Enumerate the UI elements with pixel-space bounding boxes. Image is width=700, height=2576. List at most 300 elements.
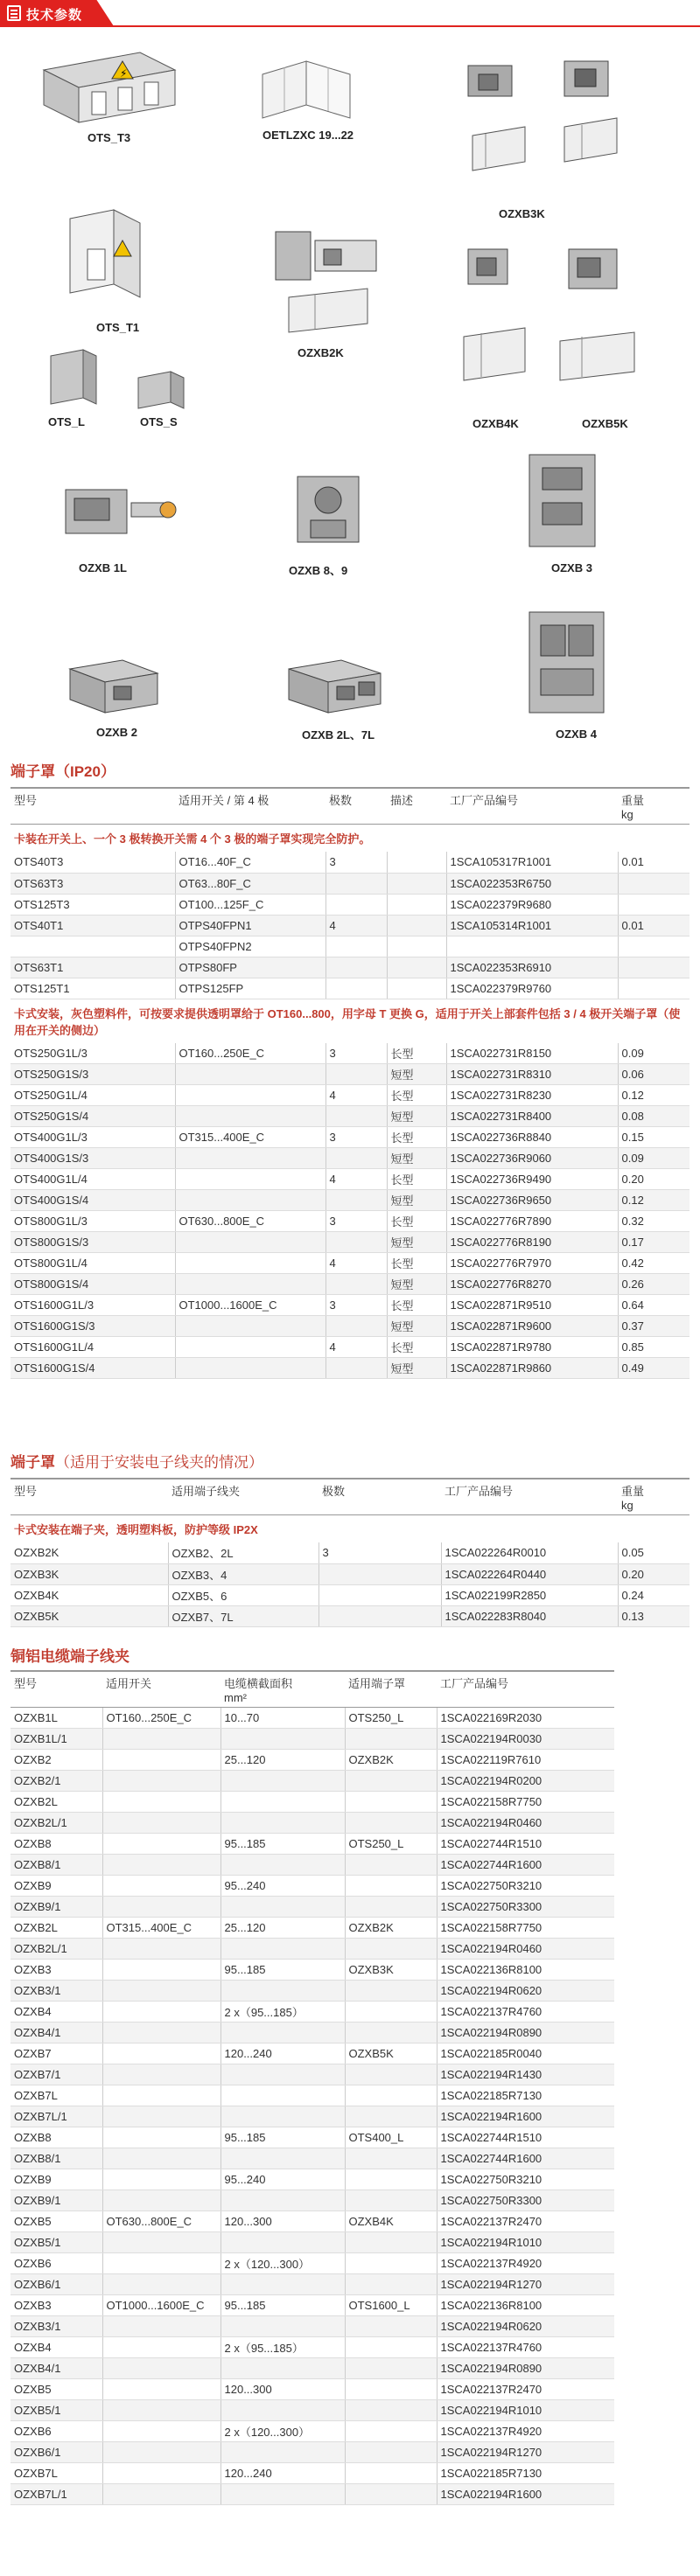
table-cell: OT63...80F_C [175,873,326,894]
table-cell [102,2106,220,2127]
table-cell: OTS800G1S/4 [10,1274,175,1295]
table-cell [387,978,446,999]
table-cell: 4 [326,915,387,936]
table-cell [345,1729,437,1750]
table-cell: 0.17 [618,1232,690,1253]
table-cell [220,2400,345,2421]
table-cell [618,894,690,915]
table-cell: OZXB7/1 [10,2064,102,2085]
cable-clamp-table [10,1670,614,2505]
table-cell [345,2169,437,2190]
table-cell: OTS400G1L/4 [10,1169,175,1190]
table-row [10,1771,614,1792]
table-note: 卡式安装在端子夹，透明塑料板，防护等级 IP2X [14,1523,258,1536]
column-header: 描述 [387,788,446,825]
table-row [10,2295,614,2316]
table-row [10,2253,614,2274]
table-cell [326,1274,387,1295]
table-cell: 0.85 [618,1337,690,1358]
table-cell: 1SCA022776R8270 [446,1274,618,1295]
table-cell [387,957,446,978]
table-cell [102,1750,220,1771]
table-cell: 1SCA022750R3210 [437,1876,614,1897]
table-cell: 1SCA022199R2850 [441,1584,618,1605]
table-row [10,1876,614,1897]
table-cell [345,1792,437,1813]
table-cell [102,2484,220,2505]
table-cell: 1SCA022185R0040 [437,2043,614,2064]
table-cell [326,1148,387,1169]
table-cell [345,1876,437,1897]
gallery-label: OTS_T3 [88,131,131,144]
table-cell: OT160...250E_C [175,1043,326,1064]
table-cell: 短型 [387,1064,446,1085]
table-cell: OZXB7L/1 [10,2106,102,2127]
table-cell: 0.49 [618,1358,690,1379]
table-cell [220,2023,345,2043]
table-cell [326,1232,387,1253]
table-cell: OZXB5K [10,1605,168,1626]
table-cell [326,1190,387,1211]
table-cell: OTS125T1 [10,978,175,999]
table-row [10,1085,690,1106]
table-cell: OT630...800E_C [175,1211,326,1232]
table-cell [345,2421,437,2442]
table-cell: OZXB2/1 [10,1771,102,1792]
table-row [10,2106,614,2127]
table-row [10,2337,614,2358]
table-cell [220,2316,345,2337]
table-cell [318,1605,441,1626]
table-row [10,1043,690,1064]
table-cell: 1SCA022194R0460 [437,1813,614,1834]
table-cell [345,1771,437,1792]
table-cell [326,1316,387,1337]
table-cell: OZXB5/1 [10,2400,102,2421]
gallery-label: OZXB 3 [551,561,592,574]
table-cell [345,2358,437,2379]
table-cell: OZXB7L [10,2463,102,2484]
gallery-label: OETLZXC 19...22 [262,129,354,142]
table-cell: 2 x（120...300） [220,2253,345,2274]
table-cell: 1SCA022736R9060 [446,1148,618,1169]
table-cell: OT315...400E_C [102,1918,220,1939]
table-cell: 1SCA022871R9510 [446,1295,618,1316]
table-cell: OTS800G1L/3 [10,1211,175,1232]
table-cell: OTS400_L [345,2127,437,2148]
table-row [10,2358,614,2379]
table-cell: 0.24 [618,1584,690,1605]
table-cell [102,2358,220,2379]
column-header: 极数 [326,788,387,825]
table-row [10,2463,614,2484]
table-cell: 2 x（120...300） [220,2421,345,2442]
table-cell: 0.01 [618,915,690,936]
product-gallery [0,35,700,752]
table-cell [345,2023,437,2043]
table-cell: 1SCA022264R0010 [441,1542,618,1563]
table-cell: OZXB2L [10,1792,102,1813]
table-cell: 1SCA022137R4920 [437,2253,614,2274]
table-cell: OTS250_L [345,1834,437,1855]
table-row [10,1253,690,1274]
table-cell [175,1316,326,1337]
table-cell: OTS1600G1L/3 [10,1295,175,1316]
table-row [10,1939,614,1960]
table-cell: OZXB3K [345,1960,437,1981]
table-cell [326,894,387,915]
table-cell: OTS63T3 [10,873,175,894]
table-cell: OTS250_L [345,1708,437,1729]
table-cell [345,2148,437,2169]
table-cell [175,1274,326,1295]
table-cell: OZXB7L/1 [10,2484,102,2505]
table-cell [345,2400,437,2421]
table-cell: 3 [326,1211,387,1232]
table-row [10,1605,690,1626]
table-cell [102,1855,220,1876]
table-cell: OZXB5、6 [168,1584,318,1605]
table-row [10,1190,690,1211]
table-row [10,1232,690,1253]
table-cell: OZXB4K [345,2211,437,2232]
table-cell [220,1813,345,1834]
table-cell [220,2484,345,2505]
table-cell: 0.06 [618,1064,690,1085]
table-row [10,2379,614,2400]
table-cell: 95...185 [220,1834,345,1855]
table-cell: 1SCA022137R2470 [437,2211,614,2232]
table-cell: 0.09 [618,1148,690,1169]
gallery-label: OZXB 2 [96,726,137,739]
product-image-ozxb-2l-7l [280,638,394,741]
table-cell [345,1897,437,1918]
table-cell [102,2316,220,2337]
table-cell: 120...300 [220,2379,345,2400]
table-cell [102,2400,220,2421]
table-cell: OZXB8 [10,1834,102,1855]
table-cell: 1SCA022137R4760 [437,2337,614,2358]
table-cell [387,936,446,957]
table-cell: OZXB2K [345,1918,437,1939]
table-cell [102,2127,220,2148]
table-row [10,2274,614,2295]
column-header: 型号 [10,1671,102,1708]
table-cell: 1SCA022353R6910 [446,957,618,978]
table-cell: 长型 [387,1253,446,1274]
table-cell [102,2064,220,2085]
product-image-ozxb-8-9 [280,463,385,577]
table-cell [102,2085,220,2106]
table-row [10,2064,614,2085]
table-cell: 2 x（95...185） [220,2002,345,2023]
column-header: 电缆横截面积 mm² [220,1671,345,1708]
table-cell: OZXB7 [10,2043,102,2064]
table-cell [102,1834,220,1855]
table-cell: 1SCA022119R7610 [437,1750,614,1771]
table-cell: OZXB8/1 [10,2148,102,2169]
table-cell: 1SCA022194R0200 [437,1771,614,1792]
table-cell: 1SCA022136R8100 [437,2295,614,2316]
table-cell: 4 [326,1169,387,1190]
table-cell: OZXB2K [345,1750,437,1771]
table-row [10,1792,614,1813]
table-cell: OZXB9/1 [10,2190,102,2211]
document-icon [7,5,21,21]
table-note: 卡装在开关上、一个 3 极转换开关需 4 个 3 极的端子罩实现完全防护。 [14,832,371,846]
table-cell: OZXB8/1 [10,1855,102,1876]
table-cell: OZXB6 [10,2421,102,2442]
table-cell [102,1813,220,1834]
product-image-ozxb-3 [512,446,626,574]
table-row [10,1316,690,1337]
table-cell: 0.37 [618,1316,690,1337]
product-image-ots-l [44,345,105,428]
table-cell [102,2002,220,2023]
table-cell [220,2442,345,2463]
table-row [10,1584,690,1605]
table-cell: 25...120 [220,1750,345,1771]
table-cell: 1SCA022736R8840 [446,1127,618,1148]
table-cell: 95...185 [220,1960,345,1981]
table-cell [102,2463,220,2484]
table-row [10,915,690,936]
table-cell: 1SCA022194R0890 [437,2358,614,2379]
table-cell: OTS400G1S/3 [10,1148,175,1169]
table-cell: 1SCA022158R7750 [437,1792,614,1813]
table-cell: 1SCA022744R1600 [437,2148,614,2169]
table-cell [318,1584,441,1605]
table-cell [102,2379,220,2400]
section-title-terminal-cover: 端子罩（IP20） [10,763,116,780]
table-row [10,1729,614,1750]
table-cell [220,1939,345,1960]
table-row [10,1211,690,1232]
table-cell: OZXB2K [10,1542,168,1563]
table-cell [220,2106,345,2127]
table-cell: 0.12 [618,1190,690,1211]
table-cell [102,2023,220,2043]
table-cell: 1SCA022194R1270 [437,2442,614,2463]
table-cell: OT160...250E_C [102,1708,220,1729]
table-cell [387,852,446,873]
table-cell: OZXB2 [10,1750,102,1771]
table-cell [175,1064,326,1085]
table-cell: 短型 [387,1190,446,1211]
table-cell [220,2148,345,2169]
product-image-ots-t1 [61,205,158,334]
column-header: 适用开关 / 第 4 极 [175,788,326,825]
table-cell: OZXB1L [10,1708,102,1729]
table-row [10,2421,614,2442]
page-title: 技术参数 [26,8,83,23]
table-note: 卡式安装，灰色塑料件，可按要求提供透明罩给于 OT160...800，用字母 T 更换 G，适用于开关上部套件包括 3 / 4 极开关端子罩（使用在开关的侧边） [14,1006,681,1037]
table-row [10,1148,690,1169]
table-cell: OZXB9 [10,1876,102,1897]
table-cell [326,873,387,894]
table-cell: 长型 [387,1169,446,1190]
table-cell: 0.42 [618,1253,690,1274]
table-cell: OTS800G1L/4 [10,1253,175,1274]
table-cell [102,1792,220,1813]
table-row [10,2316,614,2337]
product-image-ozxb5k [551,240,665,430]
table-cell: OZXB5K [345,2043,437,2064]
table-cell [102,1771,220,1792]
table-cell [175,1085,326,1106]
table-cell [102,2274,220,2295]
table-cell [102,1876,220,1897]
table-cell: 120...300 [220,2211,345,2232]
table-cell: 0.08 [618,1106,690,1127]
table-row [10,957,690,978]
table-cell: 10...70 [220,1708,345,1729]
table-cell: 1SCA022776R8190 [446,1232,618,1253]
table-cell: 1SCA105314R1001 [446,915,618,936]
table-cell [326,957,387,978]
table-cell: 95...240 [220,2169,345,2190]
gallery-label: OZXB3K [499,207,545,220]
product-image-ozxb-4 [516,603,630,741]
table-cell [102,2232,220,2253]
table-cell: 1SCA022744R1510 [437,1834,614,1855]
table-cell [220,1792,345,1813]
table-cell: OTPS40FPN2 [175,936,326,957]
gallery-label: OZXB2K [298,346,344,359]
table-cell: 1SCA022194R1270 [437,2274,614,2295]
table-cell [326,936,387,957]
column-header: 工厂产品编号 [446,788,618,825]
table-cell: OZXB5 [10,2211,102,2232]
table-cell: OZXB3K [10,1563,168,1584]
table-cell [175,1232,326,1253]
table-row [10,1106,690,1127]
table-cell [175,1169,326,1190]
table-cell [618,978,690,999]
table-cell [220,2232,345,2253]
product-image-ozxb-1l [52,472,184,574]
table-cell [326,978,387,999]
table-cell [387,915,446,936]
product-image-ozxb3k [459,57,652,220]
table-cell: 1SCA022750R3210 [437,2169,614,2190]
table-cell: 0.64 [618,1295,690,1316]
table-cell [102,2043,220,2064]
table-cell [220,1771,345,1792]
table-cell: OZXB7L [10,2085,102,2106]
table-cell: 1SCA022185R7130 [437,2463,614,2484]
table-cell [175,1190,326,1211]
table-row [10,2148,614,2169]
table-cell: 1SCA022776R7890 [446,1211,618,1232]
table-cell: OZXB4/1 [10,2023,102,2043]
header-divider [0,25,700,27]
table-cell: 1SCA022194R0620 [437,1981,614,2002]
table-cell: OZXB6/1 [10,2274,102,2295]
table-cell: OZXB5 [10,2379,102,2400]
table-cell: OTS63T1 [10,957,175,978]
table-cell: 1SCA022736R9490 [446,1169,618,1190]
table-cell [220,1855,345,1876]
table-cell: 0.12 [618,1085,690,1106]
table-cell: OTS250G1L/3 [10,1043,175,1064]
table-cell [175,1148,326,1169]
table-cell: 1SCA022731R8150 [446,1043,618,1064]
table-cell: OZXB7、7L [168,1605,318,1626]
table-cell: 1SCA022194R1600 [437,2484,614,2505]
table-cell: 0.26 [618,1274,690,1295]
table-cell: 0.05 [618,1542,690,1563]
table-cell: 2 x（95...185） [220,2337,345,2358]
table-cell [102,2169,220,2190]
table-row [10,1855,614,1876]
table-cell: 长型 [387,1127,446,1148]
gallery-label: OZXB 1L [79,561,127,574]
table-cell [326,1106,387,1127]
table-cell [220,1981,345,2002]
table-cell: OZXB2L/1 [10,1939,102,1960]
table-cell: 1SCA022158R7750 [437,1918,614,1939]
table-cell: 1SCA022731R8400 [446,1106,618,1127]
table-cell [102,1981,220,2002]
table-cell [345,1855,437,1876]
table-cell: 短型 [387,1232,446,1253]
table-cell: 1SCA022736R9650 [446,1190,618,1211]
table-row [10,2211,614,2232]
table-row [10,1169,690,1190]
product-image-ozxb-2 [61,638,175,739]
table-cell: 95...240 [220,1876,345,1897]
table-cell [387,873,446,894]
table-cell: 1SCA022194R1430 [437,2064,614,2085]
table-cell [102,1729,220,1750]
table-cell: 120...240 [220,2463,345,2484]
table-cell [326,1358,387,1379]
table-cell [318,1563,441,1584]
table-cell: 1SCA022194R0620 [437,2316,614,2337]
table-cell [345,1939,437,1960]
table-cell [102,2337,220,2358]
table-row [10,1897,614,1918]
table-row [10,852,690,873]
table-cell: 1SCA022379R9680 [446,894,618,915]
table-cell: OTS250G1S/4 [10,1106,175,1127]
table-cell [102,2421,220,2442]
table-cell: 1SCA022194R1010 [437,2400,614,2421]
gallery-label: OZXB5K [582,417,628,430]
table-cell: OZXB3 [10,2295,102,2316]
table-row [10,2023,614,2043]
table-cell: 短型 [387,1358,446,1379]
column-header: 工厂产品编号 [437,1671,614,1708]
table-cell: OTPS80FP [175,957,326,978]
product-image-ots-t3 [35,44,184,144]
column-header: 型号 [10,1479,168,1515]
table-cell [326,1064,387,1085]
table-cell [345,2316,437,2337]
table-cell: 短型 [387,1274,446,1295]
table-cell: OZXB6/1 [10,2442,102,2463]
table-cell: OZXB9/1 [10,1897,102,1918]
table-cell: 1SCA022731R8230 [446,1085,618,1106]
table-cell [102,1960,220,1981]
table-cell: 4 [326,1253,387,1274]
table-cell: 1SCA022194R0460 [437,1939,614,1960]
column-header: 重量 kg [618,1479,690,1515]
table-cell [618,873,690,894]
table-cell: OZXB4/1 [10,2358,102,2379]
table-cell: 1SCA022871R9780 [446,1337,618,1358]
